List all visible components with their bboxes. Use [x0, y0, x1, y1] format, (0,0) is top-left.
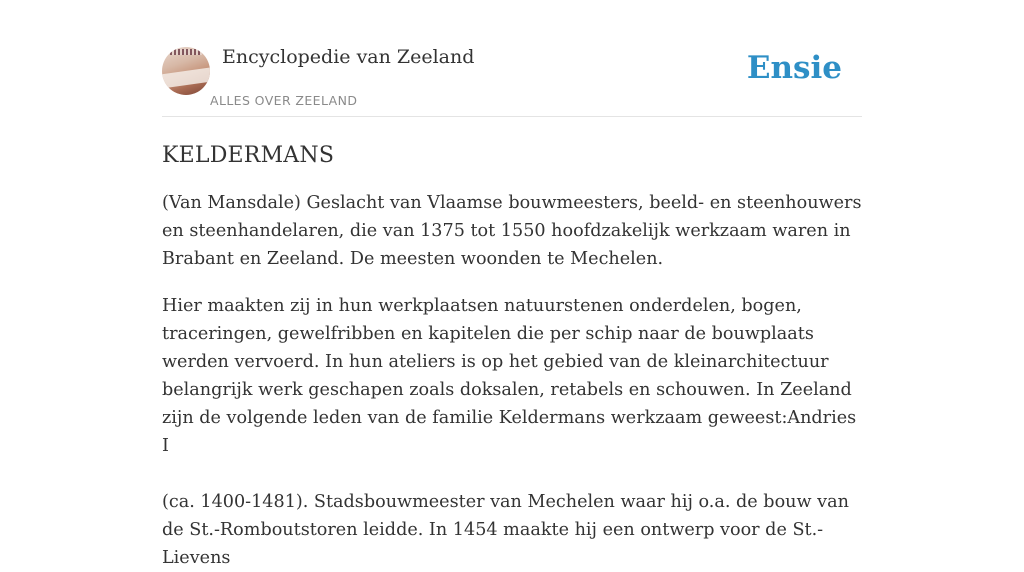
article-paragraph: Hier maakten zij in hun werkplaatsen natuurstenen onderdelen, bogen, traceringen, gewelfribben en kapitelen die per schip naar de bouwplaats werden vervoerd. In hun ateliers is op het gebied van de kleinarchitectuur belangrijk werk geschapen zoals doksalen, retabels en schouwen. In Zeeland zijn de volgende leden van de familie Keldermans werkzaam geweest:Andries I [162, 296, 857, 456]
site-logo-avatar[interactable] [162, 47, 210, 95]
site-tagline: ALLES OVER ZEELAND [210, 93, 358, 108]
avatar-book-page [162, 67, 210, 89]
article-headword: KELDERMANS [162, 143, 335, 168]
page-container [162, 0, 862, 572]
site-title-link[interactable]: Encyclopedie van Zeeland [222, 46, 475, 68]
avatar-book-strip [170, 49, 202, 55]
site-header [162, 0, 862, 117]
article-paragraph: (Van Mansdale) Geslacht van Vlaamse bouwmeesters, beeld- en steenhouwers en steenhandelaren, die van 1375 tot 1550 hoofdzakelijk werkzaam waren in Brabant en Zeeland. De meesten woonden te Mechelen. [162, 193, 862, 269]
article-paragraph: (ca. 1400-1481). Stadsbouwmeester van Mechelen waar hij o.a. de bouw van de St.-Romboutstoren leidde. In 1454 maakte hij een ontwerp voor de St.-Lievens [162, 492, 849, 568]
ensie-brand-logo[interactable]: Ensie [746, 50, 842, 86]
